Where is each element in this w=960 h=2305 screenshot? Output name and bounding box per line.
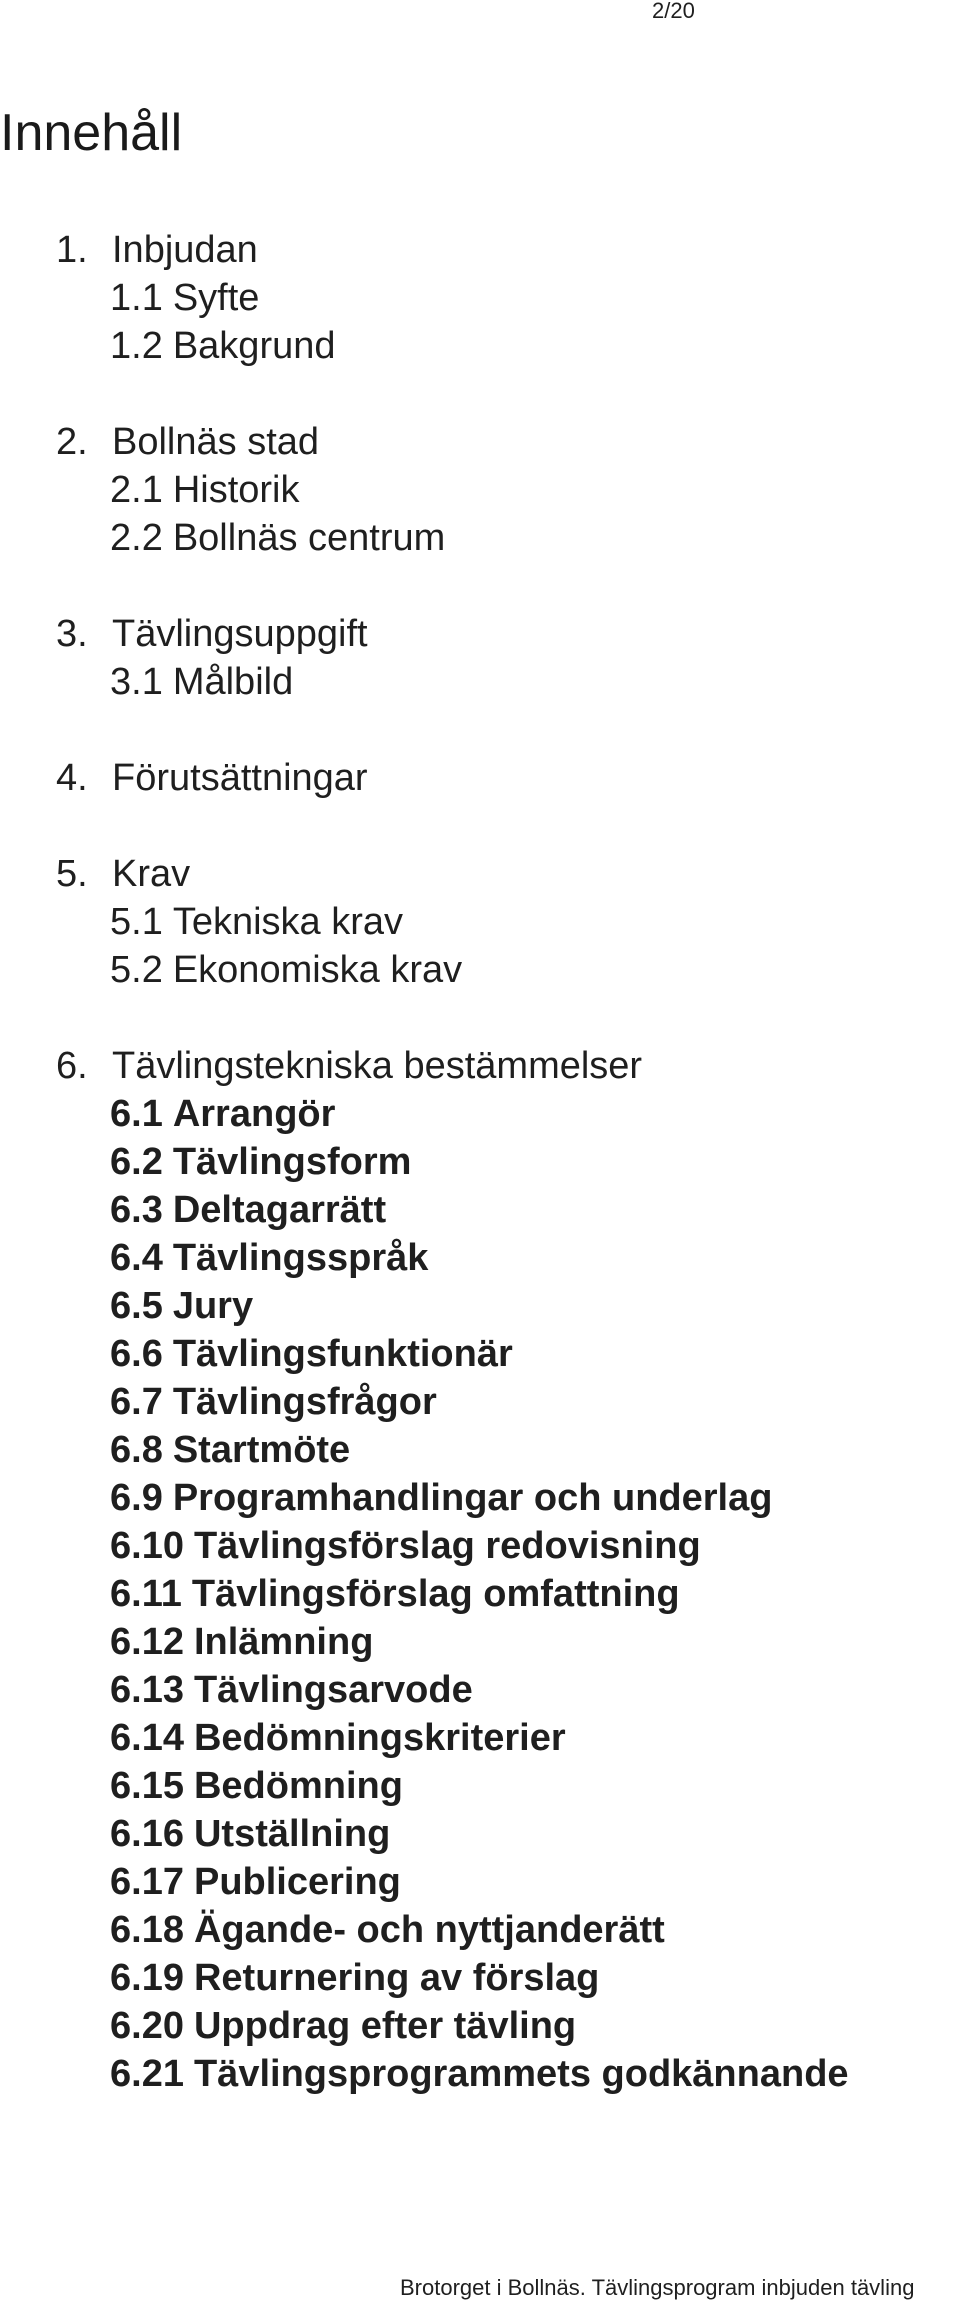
toc-chapter-number: 6. <box>56 1045 88 1087</box>
toc-section-3 <box>0 610 960 706</box>
toc-section-1 <box>0 226 960 370</box>
toc-item-2-1[interactable] <box>0 466 960 514</box>
toc-chapter-number: 1. <box>56 229 88 271</box>
toc-item-6-9[interactable] <box>0 1474 960 1522</box>
toc-item-number: 6.8 <box>110 1429 163 1471</box>
toc-item-label: Jury <box>172 1285 254 1327</box>
toc-item-label: Tävlingsförslag redovisning <box>193 1525 701 1567</box>
toc-item-6-14[interactable] <box>0 1714 960 1762</box>
toc-chapter-label: Förutsättningar <box>112 757 368 799</box>
page-footer: Brotorget i Bollnäs. Tävlingsprogram inbjuden tävling <box>400 2275 915 2300</box>
toc-item-number: 6.1 <box>110 1093 163 1135</box>
toc-item-label: Bedömning <box>193 1765 403 1807</box>
toc-item-6-13[interactable] <box>0 1666 960 1714</box>
toc-chapter-label: Tävlingstekniska bestämmelser <box>112 1045 643 1087</box>
toc-item-label: Arrangör <box>172 1093 336 1135</box>
toc-item-number: 6.6 <box>110 1333 163 1375</box>
toc-item-number: 5.2 <box>110 949 163 991</box>
toc-item-6-10[interactable] <box>0 1522 960 1570</box>
toc-chapter-5[interactable] <box>0 850 960 898</box>
toc-chapter-3[interactable] <box>0 610 960 658</box>
toc-item-6-7[interactable] <box>0 1378 960 1426</box>
toc-item-number: 6.5 <box>110 1285 163 1327</box>
toc-item-6-15[interactable] <box>0 1762 960 1810</box>
toc-item-label: Bollnäs centrum <box>172 517 446 559</box>
toc-item-number: 2.1 <box>110 469 163 511</box>
toc-item-label: Tävlingsförslag omfattning <box>191 1573 680 1615</box>
toc-item-label: Publicering <box>193 1861 401 1903</box>
toc-item-6-19[interactable] <box>0 1954 960 2002</box>
toc-item-label: Deltagarrätt <box>172 1189 387 1231</box>
toc-item-number: 2.2 <box>110 517 163 559</box>
toc-item-6-3[interactable] <box>0 1186 960 1234</box>
toc-item-label: Bakgrund <box>172 325 336 367</box>
toc-item-number: 6.4 <box>110 1237 163 1279</box>
toc-item-6-17[interactable] <box>0 1858 960 1906</box>
toc-item-number: 6.17 <box>110 1861 184 1903</box>
toc-item-6-20[interactable] <box>0 2002 960 2050</box>
toc-item-label: Tekniska krav <box>172 901 404 943</box>
toc-item-label: Målbild <box>172 661 294 703</box>
toc-item-6-16[interactable] <box>0 1810 960 1858</box>
toc-item-6-1[interactable] <box>0 1090 960 1138</box>
page-number: 2/20 <box>652 0 695 23</box>
toc-item-number: 1.1 <box>110 277 163 319</box>
toc-item-label: Tävlingsform <box>172 1141 412 1183</box>
toc-chapter-label: Krav <box>112 853 191 895</box>
toc-item-number: 6.12 <box>110 1621 184 1663</box>
toc-item-number: 1.2 <box>110 325 163 367</box>
toc-item-1-1[interactable] <box>0 274 960 322</box>
toc-section-6 <box>0 1042 960 2098</box>
toc-item-label: Bedömningskriterier <box>193 1717 566 1759</box>
toc-item-1-2[interactable] <box>0 322 960 370</box>
toc-item-number: 6.7 <box>110 1381 163 1423</box>
toc-item-number: 6.13 <box>110 1669 184 1711</box>
toc-item-5-2[interactable] <box>0 946 960 994</box>
toc-item-6-5[interactable] <box>0 1282 960 1330</box>
toc-item-number: 6.18 <box>110 1909 184 1951</box>
toc-chapter-number: 4. <box>56 757 88 799</box>
toc-item-6-6[interactable] <box>0 1330 960 1378</box>
toc-item-6-18[interactable] <box>0 1906 960 1954</box>
toc-chapter-label: Bollnäs stad <box>112 421 320 463</box>
toc-item-6-8[interactable] <box>0 1426 960 1474</box>
toc-item-label: Inlämning <box>193 1621 374 1663</box>
toc-item-label: Historik <box>172 469 300 511</box>
toc-item-6-11[interactable] <box>0 1570 960 1618</box>
toc-item-number: 3.1 <box>110 661 163 703</box>
toc-chapter-number: 2. <box>56 421 88 463</box>
toc-item-number: 6.16 <box>110 1813 184 1855</box>
toc-chapter-6[interactable] <box>0 1042 960 1090</box>
toc-item-label: Returnering av förslag <box>193 1957 600 1999</box>
toc-item-number: 6.21 <box>110 2053 184 2095</box>
toc-item-6-21[interactable] <box>0 2050 960 2098</box>
toc-item-number: 6.15 <box>110 1765 184 1807</box>
toc-item-label: Programhandlingar och underlag <box>172 1477 773 1519</box>
toc-item-number: 6.9 <box>110 1477 163 1519</box>
toc-item-2-2[interactable] <box>0 514 960 562</box>
toc-item-label: Startmöte <box>172 1429 351 1471</box>
toc-item-6-4[interactable] <box>0 1234 960 1282</box>
toc-item-number: 6.14 <box>110 1717 184 1759</box>
toc-section-4 <box>0 754 960 802</box>
toc-item-label: Ägande- och nyttjanderätt <box>193 1909 665 1951</box>
toc-item-label: Tävlingsfrågor <box>172 1381 437 1423</box>
toc-item-number: 6.2 <box>110 1141 163 1183</box>
toc-item-label: Uppdrag efter tävling <box>193 2005 577 2047</box>
toc-chapter-label: Tävlingsuppgift <box>112 613 368 655</box>
toc-item-label: Tävlingsspråk <box>172 1237 429 1279</box>
toc-item-label: Tävlingsprogrammets godkännande <box>193 2053 849 2095</box>
toc-chapter-1[interactable] <box>0 226 960 274</box>
toc-item-label: Ekonomiska krav <box>172 949 463 991</box>
toc-item-label: Syfte <box>172 277 260 319</box>
toc-item-6-12[interactable] <box>0 1618 960 1666</box>
toc-item-number: 6.20 <box>110 2005 184 2047</box>
page-title: Innehåll <box>0 104 183 162</box>
toc-item-label: Utställning <box>193 1813 391 1855</box>
toc-item-label: Tävlingsfunktionär <box>172 1333 513 1375</box>
toc-chapter-number: 5. <box>56 853 88 895</box>
toc-item-5-1[interactable] <box>0 898 960 946</box>
toc-item-label: Tävlingsarvode <box>193 1669 473 1711</box>
toc-chapter-4[interactable] <box>0 754 960 802</box>
toc-section-2 <box>0 418 960 562</box>
toc-item-number: 6.10 <box>110 1525 184 1567</box>
toc-item-number: 6.3 <box>110 1189 163 1231</box>
toc-chapter-2[interactable] <box>0 418 960 466</box>
toc-section-5 <box>0 850 960 994</box>
toc-chapter-label: Inbjudan <box>112 229 258 271</box>
toc-item-number: 6.19 <box>110 1957 184 1999</box>
table-of-contents <box>0 226 960 2098</box>
toc-chapter-number: 3. <box>56 613 88 655</box>
toc-item-3-1[interactable] <box>0 658 960 706</box>
toc-item-number: 6.11 <box>110 1573 182 1615</box>
toc-item-number: 5.1 <box>110 901 163 943</box>
toc-item-6-2[interactable] <box>0 1138 960 1186</box>
